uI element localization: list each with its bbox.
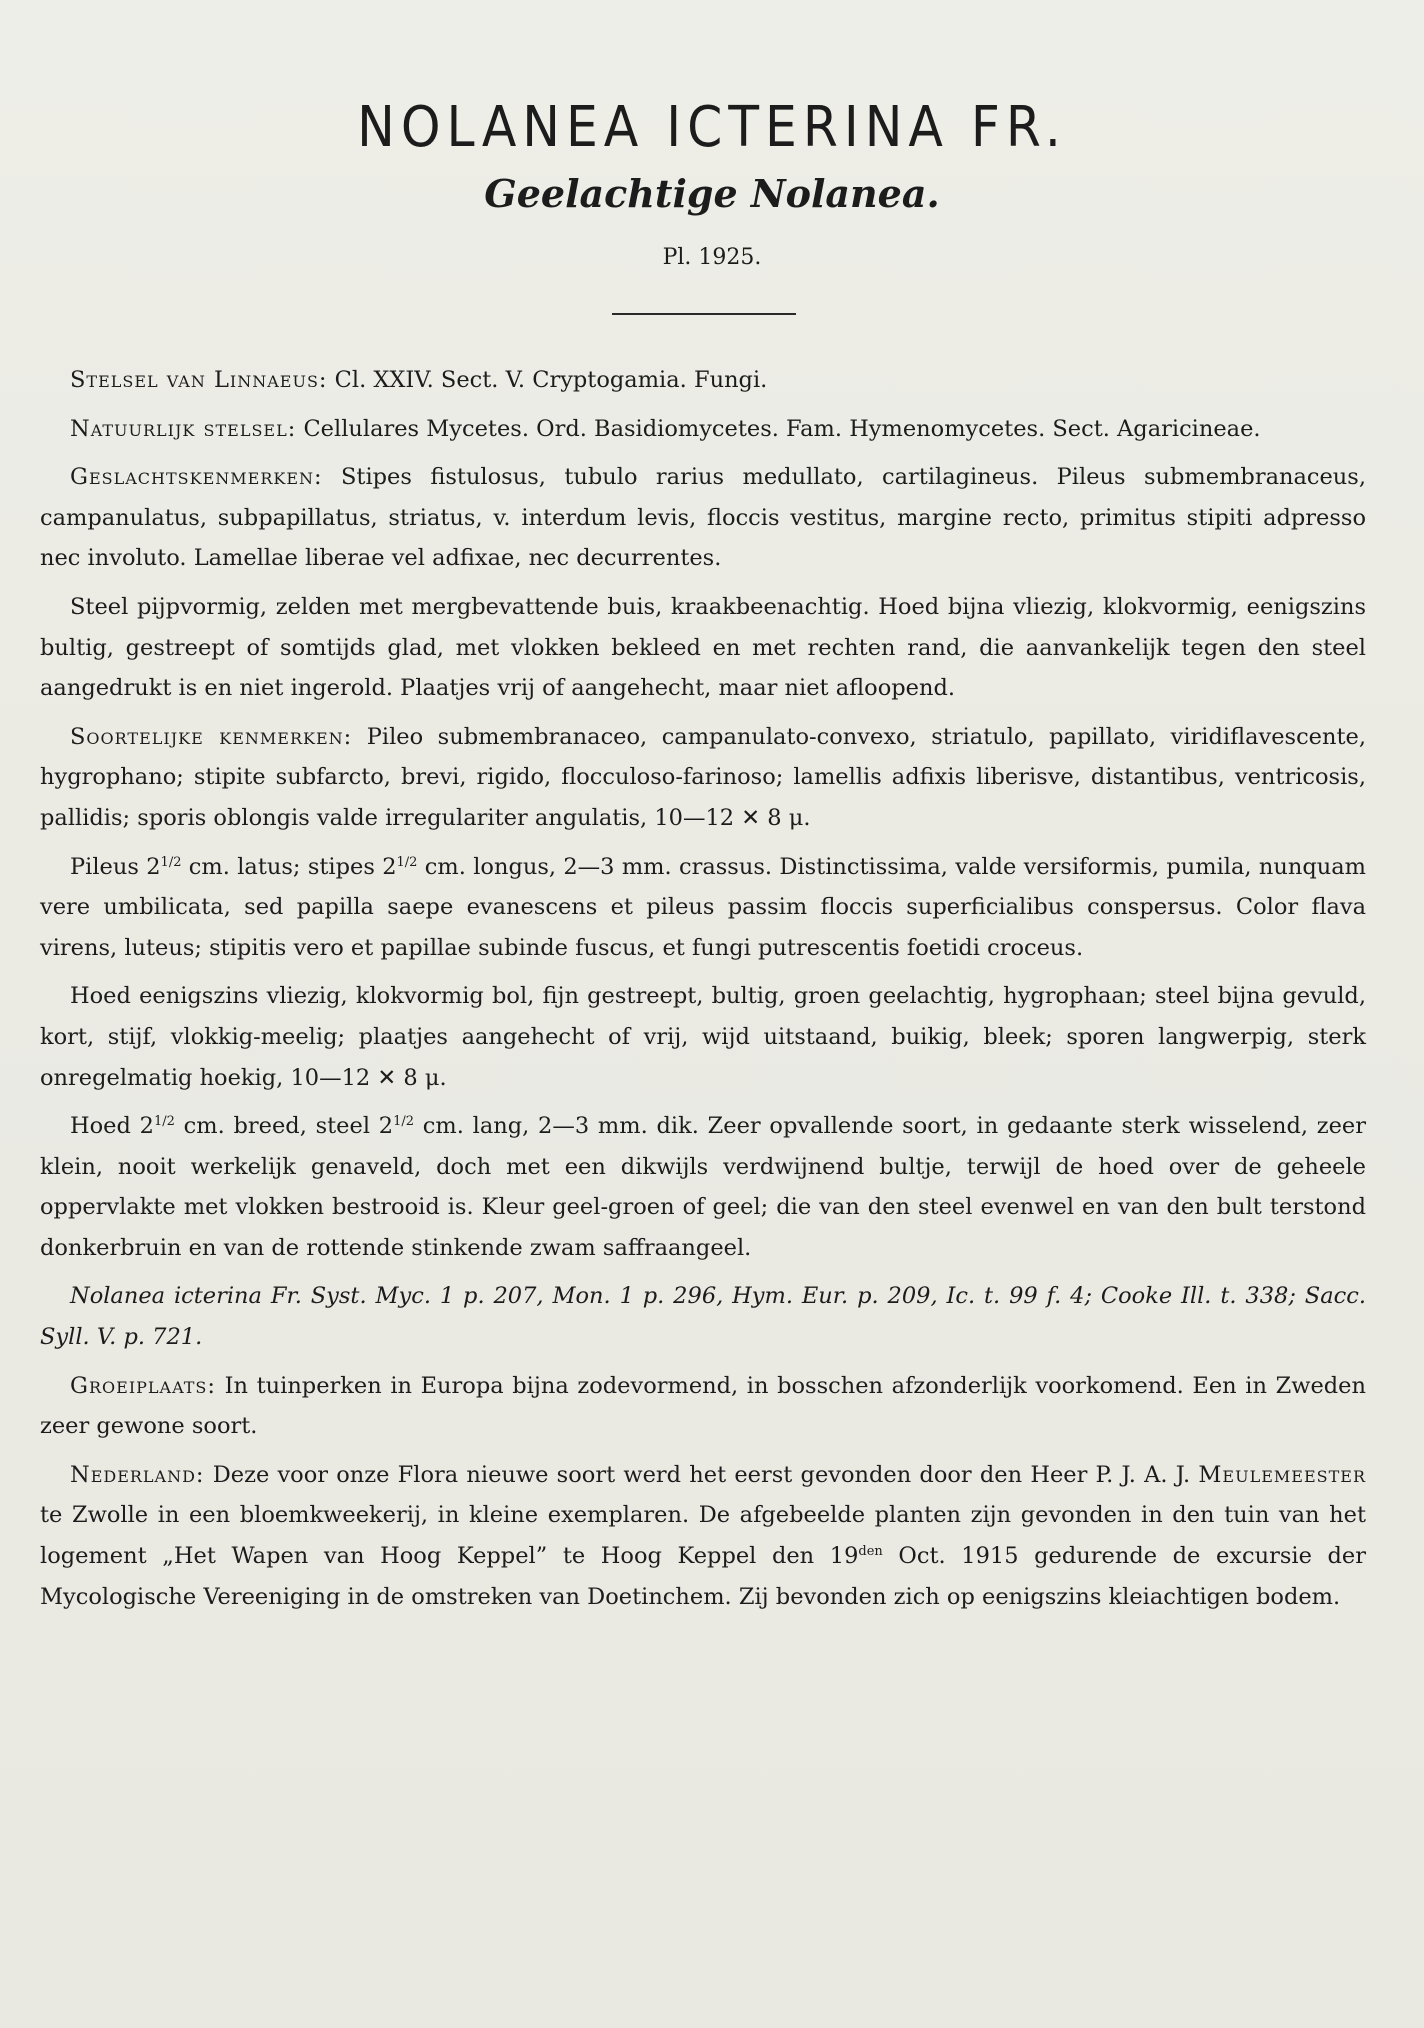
paragraph-geslacht xyxy=(40,457,1366,579)
label-natuurlijk: Natuurlijk stelsel: xyxy=(70,415,297,442)
paragraph-hoed1: Hoed eenigszins vliezig, klokvormig bol, fijn gestreept, bultig, groen geelachtig, hygrophaan; steel bijna gevuld, kort, stijf, vlokkig-meelig; plaatjes aangehecht of vrij, wijd uitstaand, buikig, bleek; sporen langwerpig, sterk onregelmatig hoekig, 10—12 ✕ 8 μ. xyxy=(40,983,1366,1091)
hoed2-frac: 1/2 xyxy=(153,1114,175,1130)
paragraph-groeiplaats xyxy=(40,1366,1366,1447)
text-natuurlijk: Cellulares Mycetes. Ord. Basidiomycetes. Fam. Hymenomycetes. Sect. Agaricineae. xyxy=(296,415,1261,442)
paragraph-stelsel xyxy=(40,360,1366,401)
hoed2-frac2: 1/2 xyxy=(393,1114,415,1130)
date-suffix: den xyxy=(858,1544,883,1560)
text-nederland-1: Deze voor onze Flora nieuwe soort werd het eerst gevonden door den Heer P. J. A. J. xyxy=(204,1461,1199,1488)
hoed2-pre: Hoed 2 xyxy=(70,1113,154,1140)
paragraph-references: Nolanea icterina Fr. Syst. Myc. 1 p. 207, Mon. 1 p. 296, Hym. Eur. p. 209, Ic. t. 99 f. 4; Cooke Ill. t. 338; Sacc. Syll. V. p. 721. xyxy=(40,1283,1366,1351)
hoed2-post: cm. lang, 2—3 mm. dik. Zeer opvallende soort, in gedaante sterk wisselend, zeer klein, nooit werkelijk genaveld, doch met een dikwijls verdwijnend bultje, terwijl de hoed over de geheele oppervlakte met vlokken bestrooid is. Kleur geel-groen of geel; die van den steel evenwel en van den bult terstond donkerbruin en van de rottende stinkende zwam saffraangeel. xyxy=(40,1113,1366,1261)
document-body xyxy=(40,360,1366,1625)
pileus-post: cm. longus, 2—3 mm. crassus. Distinctissima, valde versiformis, pumila, nunquam vere umbilicata, sed papilla saepe evanescens et pileus passim floccis superficialibus conspersus. Color flava virens, luteus; stipitis vero et papillae subinde fuscus, et fungi putrescentis foetidi croceus. xyxy=(40,853,1366,961)
label-groeiplaats: Groeiplaats: xyxy=(70,1372,216,1399)
paragraph-soort xyxy=(40,717,1366,839)
hoed2-mid: cm. breed, steel 2 xyxy=(174,1113,394,1140)
pileus-mid: cm. latus; stipes 2 xyxy=(181,853,397,880)
pileus-frac2: 1/2 xyxy=(396,854,418,870)
divider xyxy=(612,313,796,315)
label-geslacht: Geslachtskenmerken: xyxy=(70,464,323,491)
paragraph-nederland xyxy=(40,1455,1366,1617)
name-meulemeester: Meulemeester xyxy=(1198,1461,1366,1488)
paragraph-steel: Steel pijpvormig, zelden met mergbevattende buis, kraakbeenachtig. Hoed bijna vliezig, klokvormig, eenigszins bultig, gestreept of somtijds glad, met vlokken bekleed en met rechten rand, die aanvankelijk tegen den steel aangedrukt is en niet ingerold. Plaatjes vrij of aangehecht, maar niet afloopend. xyxy=(40,593,1366,702)
label-stelsel: Stelsel van Linnaeus: xyxy=(70,367,328,393)
paragraph-hoed2 xyxy=(40,1106,1366,1268)
pileus-frac: 1/2 xyxy=(160,854,182,870)
text-nederland-2: te Zwolle in een bloemkweekerij, in kleine exemplaren. De afgebeelde planten zijn gevonden in den tuin van het logement „Het Wapen van Hoog Keppel” te Hoog Keppel den 19 xyxy=(40,1502,1366,1570)
page-title: NOLANEA ICTERINA FR. xyxy=(357,95,1067,160)
text-stelsel: Cl. XXIV. Sect. V. Cryptogamia. Fungi. xyxy=(327,367,768,393)
text-nederland-3: Oct. 1915 gedurende de excursie der Mycologische Vereeniging in de omstreken van Doetinchem. Zij bevonden zich op eenigszins kleiachtigen bodem. xyxy=(40,1543,1366,1610)
plate-number: Pl. 1925. xyxy=(662,245,762,270)
paragraph-pileus xyxy=(40,847,1366,969)
pileus-pre: Pileus 2 xyxy=(70,853,161,880)
label-soort: Soortelijke kenmerken: xyxy=(70,723,353,750)
text-soort: Pileo submembranaceo, campanulato-convexo, striatulo, papillato, viridiflavescente, hygrophano; stipite subfarcto, brevi, rigido, flocculoso-farinoso; lamellis adfixis liberisve, distantibus, ventricosis, pallidis; sporis oblongis valde irregulariter angulatis, 10—12 ✕ 8 μ. xyxy=(40,723,1366,831)
paragraph-natuurlijk xyxy=(40,409,1366,450)
page-subtitle: Geelachtige Nolanea. xyxy=(484,171,940,216)
text-groeiplaats: In tuinperken in Europa bijna zodevormend, in bosschen afzonderlijk voorkomend. Een in Zweden zeer gewone soort. xyxy=(40,1372,1366,1440)
text-geslacht: Stipes fistulosus, tubulo rarius medullato, cartilagineus. Pileus submembranaceus, campanulatus, subpapillatus, striatus, v. interdum levis, floccis vestitus, margine recto, primitus stipiti adpresso nec involuto. Lamellae liberae vel adfixae, nec decurrentes. xyxy=(40,464,1366,572)
label-nederland: Nederland: xyxy=(70,1461,205,1488)
